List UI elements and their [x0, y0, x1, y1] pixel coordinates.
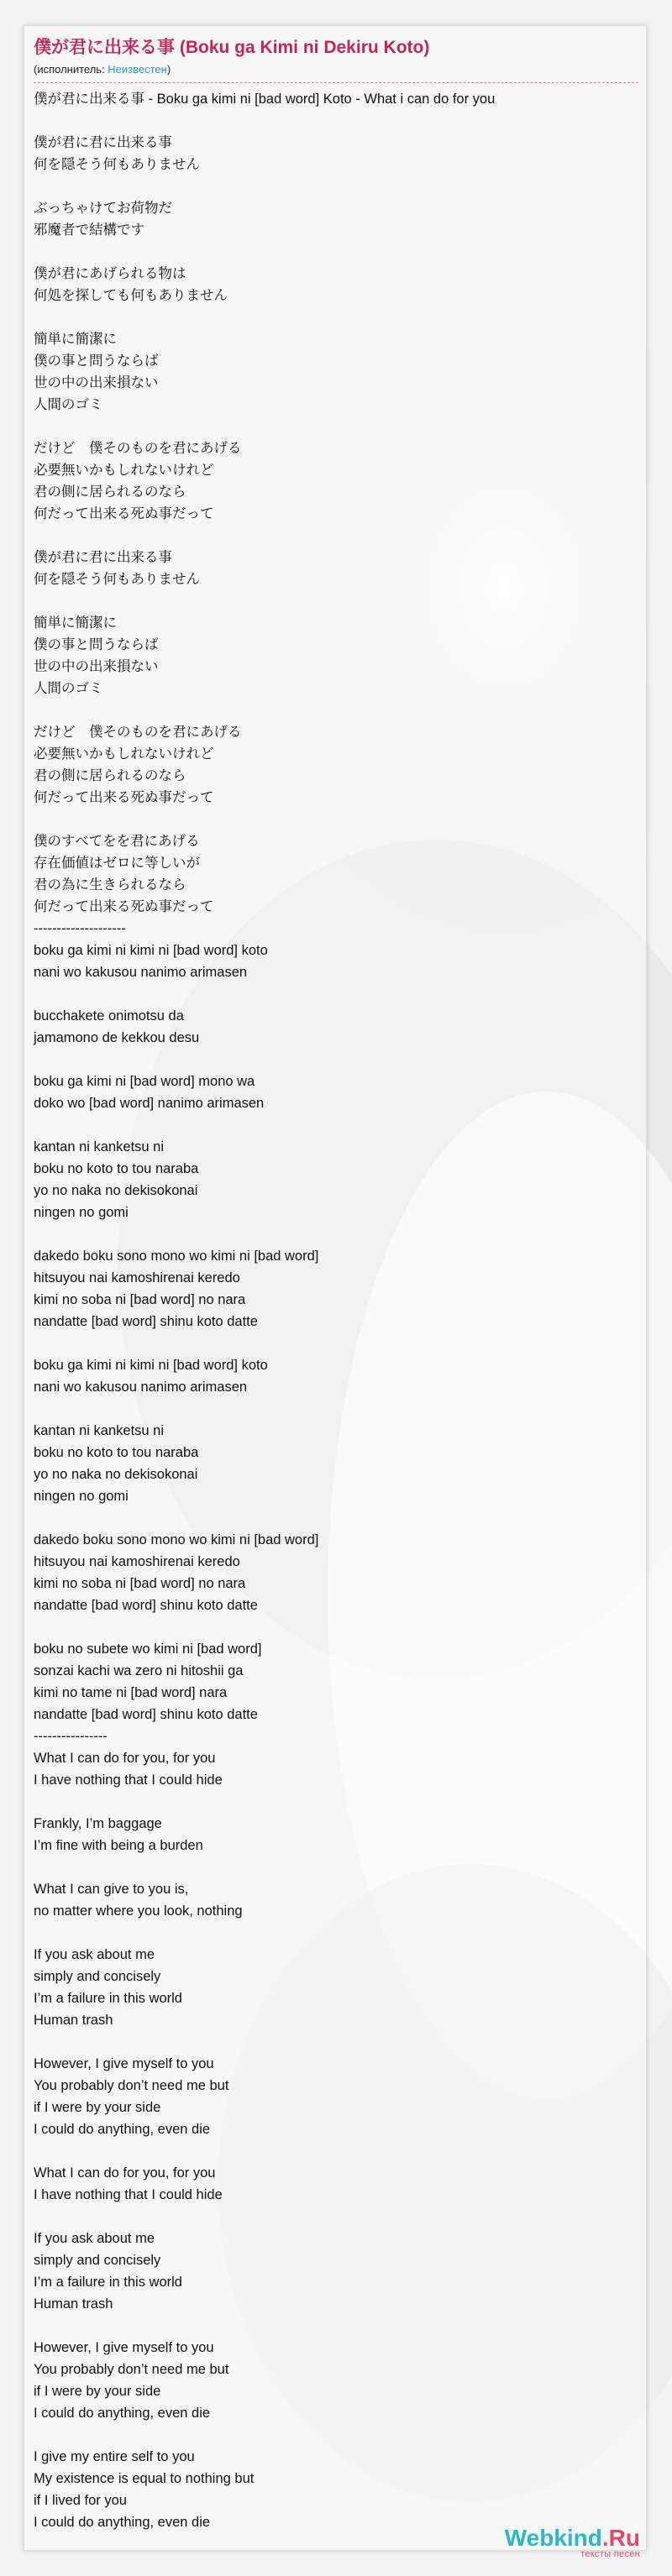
lyric-line: What I can give to you is,	[34, 1882, 189, 1897]
lyric-blank-line	[34, 1507, 638, 1529]
lyric-line: kantan ni kanketsu ni	[34, 1139, 165, 1154]
lyric-line: boku no subete wo kimi ni [bad word]	[34, 1641, 262, 1657]
performer-label: (исполнитель:	[34, 63, 108, 76]
lyric-line: If you ask about me	[34, 1947, 155, 1962]
lyric-blank-line	[34, 306, 638, 328]
lyric-line: nandatte [bad word] shinu koto datte	[34, 1598, 258, 1613]
lyric-line: nani wo kakusou nanimo arimasen	[34, 1380, 248, 1395]
lyric-blank-line	[34, 2315, 638, 2337]
site-logo[interactable]	[505, 2526, 640, 2559]
lyric-line: dakedo boku sono mono wo kimi ni [bad word]	[34, 1532, 319, 1547]
lyric-line: 存在価値はゼロに等しいが	[34, 856, 200, 871]
lyric-line: hitsuyou nai kamoshirenai keredo	[34, 1270, 240, 1285]
lyric-line: I could do anything, even die	[34, 2515, 211, 2530]
lyric-line: 僕の事と問うならば	[34, 637, 159, 652]
lyric-line: boku no koto to tou naraba	[34, 1445, 199, 1460]
lyric-line: bucchakete onimotsu da	[34, 1008, 184, 1024]
lyric-line: だけど 僕そのものを君にあげる	[34, 725, 242, 740]
lyric-blank-line	[34, 525, 638, 547]
lyric-blank-line	[34, 2031, 638, 2053]
lyric-line: jamamono de kekkou desu	[34, 1030, 200, 1045]
lyric-line: I give my entire self to you	[34, 2449, 195, 2464]
lyric-line: no matter where you look, nothing	[34, 1903, 243, 1919]
lyric-blank-line	[34, 1922, 638, 1944]
lyric-blank-line	[34, 1616, 638, 1638]
lyric-line: kimi no soba ni [bad word] no nara	[34, 1576, 246, 1591]
lyric-line: 邪魔者で結構です	[34, 223, 144, 238]
lyric-line: yo no naka no dekisokonai	[34, 1183, 198, 1198]
lyric-line: 何だって出来る死ぬ事だって	[34, 506, 214, 521]
lyric-line: I could do anything, even die	[34, 2406, 211, 2421]
lyric-line: 君の為に生きられるなら	[34, 877, 186, 893]
lyric-line: I’m fine with being a burden	[34, 1838, 203, 1853]
lyric-blank-line	[34, 1791, 638, 1813]
lyric-line: If you ask about me	[34, 2231, 155, 2246]
lyric-line: hitsuyou nai kamoshirenai keredo	[34, 1554, 240, 1569]
lyric-line: if I lived for you	[34, 2493, 127, 2508]
lyrics-body	[34, 88, 638, 2533]
lyric-line: I have nothing that I could hide	[34, 2187, 223, 2202]
lyric-line: ぶっちゃけてお荷物だ	[34, 201, 172, 216]
lyric-line: Frankly, I’m baggage	[34, 1816, 162, 1831]
lyric-blank-line	[34, 1049, 638, 1071]
lyric-line: I’m a failure in this world	[34, 2275, 182, 2290]
lyric-blank-line	[34, 1114, 638, 1136]
lyric-line: You probably don’t need me but	[34, 2362, 229, 2377]
lyric-line: 何を隠そう何もありません	[34, 572, 200, 587]
lyric-line: 僕が君に出来る事 - Boku ga kimi ni [bad word] Koto - What i can do for you	[34, 92, 496, 107]
lyric-line: 君の側に居られるのなら	[34, 484, 186, 500]
lyric-line: simply and concisely	[34, 2253, 161, 2268]
performer-line	[34, 62, 638, 77]
lyric-blank-line	[34, 2140, 638, 2162]
lyric-line: 必要無いかもしれないけれど	[34, 463, 214, 478]
logo-tld: .Ru	[601, 2525, 640, 2551]
lyric-line: 何を隠そう何もありません	[34, 157, 200, 172]
page-content	[34, 37, 638, 2533]
lyric-line: nandatte [bad word] shinu koto datte	[34, 1707, 258, 1722]
lyric-blank-line	[34, 983, 638, 1005]
lyric-line: However, I give myself to you	[34, 2340, 214, 2355]
lyric-line: kimi no soba ni [bad word] no nara	[34, 1292, 246, 1307]
lyric-line: 僕のすべてをを君にあげる	[34, 834, 200, 849]
lyric-line: However, I give myself to you	[34, 2056, 214, 2071]
lyric-line: sonzai kachi wa zero ni hitoshii ga	[34, 1663, 244, 1678]
lyric-blank-line	[34, 1223, 638, 1245]
lyric-line: yo no naka no dekisokonai	[34, 1467, 198, 1482]
lyric-line: nani wo kakusou nanimo arimasen	[34, 965, 248, 980]
lyric-blank-line	[34, 590, 638, 612]
lyric-blank-line	[34, 175, 638, 197]
lyric-line: What I can do for you, for you	[34, 1751, 216, 1766]
lyric-line: You probably don’t need me but	[34, 2078, 229, 2093]
lyric-blank-line	[34, 809, 638, 830]
lyric-line: 簡単に簡潔に	[34, 332, 117, 347]
lyric-line: Human trash	[34, 2013, 113, 2028]
lyric-line: 何だって出来る死ぬ事だって	[34, 790, 214, 805]
lyric-line: 必要無いかもしれないけれど	[34, 746, 214, 762]
lyric-line: simply and concisely	[34, 1969, 161, 1984]
lyric-line: ----------------	[34, 1729, 108, 1744]
lyric-line: if I were by your side	[34, 2100, 161, 2115]
lyric-line: 君の側に居られるのなら	[34, 768, 186, 783]
lyric-line: 人間のゴミ	[34, 681, 103, 696]
lyric-blank-line	[34, 110, 638, 132]
lyric-line: Human trash	[34, 2296, 113, 2312]
lyric-line: ningen no gomi	[34, 1489, 129, 1504]
lyric-line: 何処を探しても何もありません	[34, 288, 228, 303]
performer-name-link[interactable]: Неизвестен	[108, 63, 167, 76]
lyric-blank-line	[34, 2424, 638, 2446]
lyric-blank-line	[34, 416, 638, 437]
lyric-blank-line	[34, 1856, 638, 1878]
title-divider	[34, 82, 638, 83]
lyric-line: ningen no gomi	[34, 1205, 129, 1220]
lyric-line: doko wo [bad word] nanimo arimasen	[34, 1096, 265, 1111]
logo-tagline: тексты песен	[580, 2549, 640, 2559]
lyric-line: boku ga kimi ni kimi ni [bad word] koto	[34, 1358, 268, 1373]
lyric-blank-line	[34, 1398, 638, 1420]
lyric-line: --------------------	[34, 921, 126, 936]
song-title: 僕が君に出来る事 (Boku ga Kimi ni Dekiru Koto)	[34, 38, 430, 57]
lyric-line: 人間のゴミ	[34, 397, 103, 412]
lyric-line: 僕が君に君に出来る事	[34, 135, 172, 150]
lyric-line: 何だって出来る死ぬ事だって	[34, 899, 214, 914]
lyric-line: dakedo boku sono mono wo kimi ni [bad word]	[34, 1249, 319, 1264]
lyric-line: boku ga kimi ni kimi ni [bad word] koto	[34, 943, 268, 958]
logo-main-text: Webkind	[504, 2525, 602, 2551]
lyric-line: 僕が君にあげられる物は	[34, 266, 186, 281]
lyric-line: 簡単に簡潔に	[34, 615, 117, 631]
lyric-blank-line	[34, 241, 638, 263]
performer-close: )	[166, 63, 171, 76]
lyric-blank-line	[34, 2206, 638, 2228]
lyric-line: My existence is equal to nothing but	[34, 2471, 255, 2486]
lyric-blank-line	[34, 699, 638, 721]
lyric-line: nandatte [bad word] shinu koto datte	[34, 1314, 258, 1329]
lyric-line: I could do anything, even die	[34, 2122, 211, 2137]
lyric-blank-line	[34, 1333, 638, 1354]
lyric-line: I have nothing that I could hide	[34, 1772, 223, 1788]
lyric-line: 世の中の出来損ない	[34, 375, 159, 390]
lyric-line: kantan ni kanketsu ni	[34, 1423, 165, 1438]
lyric-line: kimi no tame ni [bad word] nara	[34, 1685, 228, 1700]
lyric-line: だけど 僕そのものを君にあげる	[34, 441, 242, 456]
lyric-line: I’m a failure in this world	[34, 1991, 182, 2006]
lyric-line: 世の中の出来損ない	[34, 659, 159, 674]
lyric-line: if I were by your side	[34, 2384, 161, 2399]
lyric-line: boku ga kimi ni [bad word] mono wa	[34, 1074, 255, 1089]
lyric-line: What I can do for you, for you	[34, 2165, 216, 2181]
lyric-line: 僕が君に君に出来る事	[34, 550, 172, 565]
lyric-line: boku no koto to tou naraba	[34, 1161, 199, 1176]
lyric-line: 僕の事と問うならば	[34, 353, 159, 369]
